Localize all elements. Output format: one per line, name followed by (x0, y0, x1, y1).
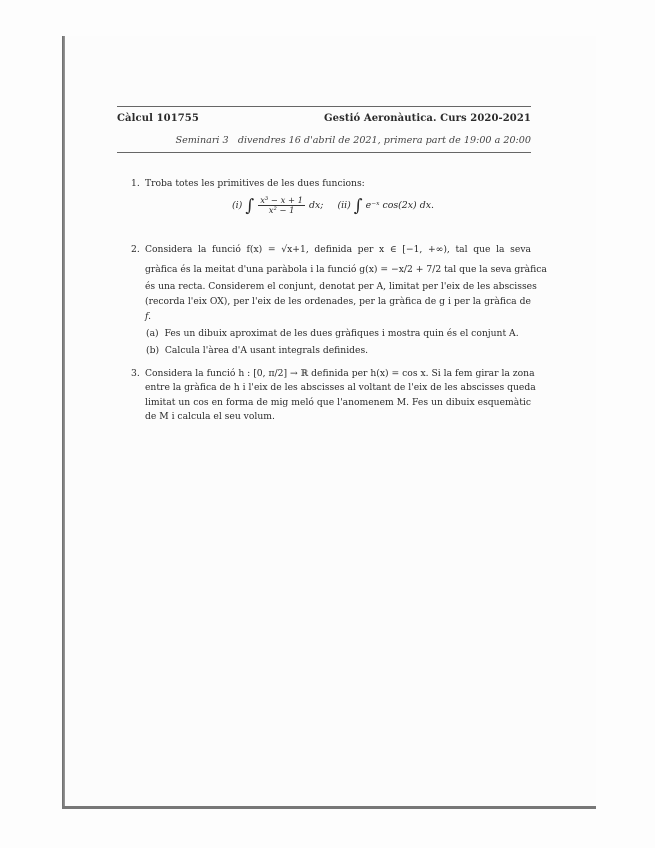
problem-line: Considera la funció f(x) = √x+1, definida per x ∈ [−1, +∞), tal que la seva (145, 244, 531, 255)
problem-line: Considera la funció h : [0, π/2] → ℝ definida per h(x) = cos x. Si la fem girar la zona (145, 368, 535, 379)
problem-2b (146, 345, 368, 356)
session-date: divendres 16 d'abril de 2021, primera part de 19:00 a 20:00 (237, 135, 531, 146)
formula-i-label: (i) (232, 200, 243, 211)
problem-line: limitat un cos en forma de mig meló que l'anomenem M. Fes un dibuix esquemàtic (145, 396, 531, 408)
problem-text (145, 243, 547, 324)
fraction-numerator: x³ − x + 1 (260, 195, 304, 205)
problem-line: de M i calcula el seu volum. (145, 411, 275, 423)
formula-ii-body: e⁻ˣ cos(2x) dx. (365, 200, 434, 211)
problem-line: gràfica és la meitat d'una paràbola i la funció g(x) = −x/2 + 7/2 tal que la seva gràfica (145, 264, 547, 275)
problem-1-formulas (232, 196, 434, 215)
scan-bottom-edge (62, 806, 596, 809)
problem-number: 2. (131, 244, 140, 255)
problem-number: 1. (131, 178, 140, 189)
integral-sign-icon: ∫ (245, 195, 255, 216)
sub-label: (a) (146, 328, 159, 339)
sub-text: Calcula l'àrea d'A usant integrals definides. (164, 345, 369, 356)
header-bottom-rule (117, 152, 531, 153)
header-top-rule (117, 106, 531, 107)
sub-text: Fes un dibuix aproximat de les dues gràfiques i mostra quin és el conjunt A. (164, 328, 519, 339)
formula-i-fraction (258, 196, 305, 215)
problem-text (145, 367, 536, 425)
problem-line: és una recta. Considerem el conjunt, denotat per A, limitat per l'eix de les abscisses (145, 281, 537, 292)
course-code: Càlcul 101755 (117, 113, 199, 124)
problem-text: Troba totes les primitives de les dues funcions: (145, 178, 365, 189)
formula-ii-label: (ii) (337, 200, 351, 211)
sub-label: (b) (146, 345, 160, 356)
problem-2a (146, 328, 519, 339)
formula-i-tail: dx; (309, 200, 324, 211)
problem-number: 3. (131, 368, 140, 379)
problem-line: f. (145, 311, 151, 322)
session-line (117, 135, 531, 146)
problem-line: entre la gràfica de h i l'eix de les abscisses al voltant de l'eix de les abscisses queda (145, 382, 536, 394)
header-row (117, 113, 531, 124)
integral-sign-icon: ∫ (353, 195, 363, 216)
scan-left-edge (62, 36, 65, 808)
problem-line: (recorda l'eix OX), per l'eix de les ordenades, per la gràfica de g i per la gràfica de (145, 296, 531, 307)
program-title: Gestió Aeronàutica. Curs 2020-2021 (324, 113, 531, 124)
fraction-denominator: x² − 1 (268, 205, 295, 215)
session-name: Seminari 3 (175, 135, 229, 146)
